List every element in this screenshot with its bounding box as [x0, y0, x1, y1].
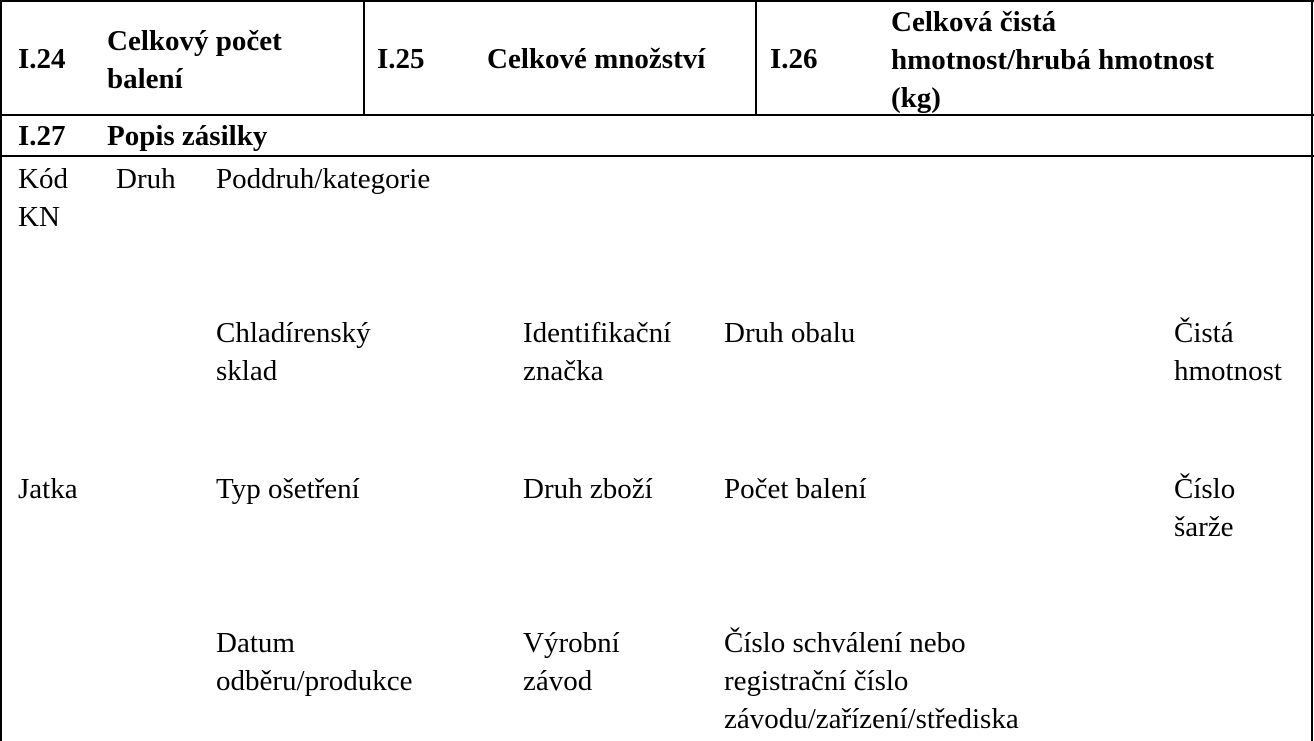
i24-code: I.24 [18, 43, 66, 75]
field-chladirensky-sklad: Chladírenský sklad [216, 317, 371, 387]
left-border [0, 0, 2, 741]
right-border [1311, 0, 1313, 741]
field-cislo-sarze: Číslo šarže [1174, 473, 1236, 543]
i27-title: Popis zásilky [107, 120, 268, 152]
field-druh-obalu: Druh obalu [724, 317, 856, 349]
i25-code: I.25 [377, 43, 425, 75]
i24-label: Celkový počet balení [107, 25, 282, 95]
field-identifikacni-znacka: Identifikační značka [523, 317, 672, 387]
section-title-bottom-border [0, 155, 1314, 157]
i26-code: I.26 [770, 43, 818, 75]
field-pocet-baleni: Počet balení [724, 473, 867, 505]
field-cista-hmotnost: Čistá hmotnost [1174, 317, 1282, 387]
field-jatka: Jatka [18, 473, 78, 505]
header-divider-1 [363, 0, 365, 116]
field-typ-osetreni: Typ ošetření [216, 473, 360, 505]
field-cislo-schvaleni: Číslo schválení nebo registrační číslo závodu/zařízení/střediska [724, 627, 1019, 735]
field-datum-odberu: Datum odběru/produkce [216, 627, 413, 697]
field-poddruh: Poddruh/kategorie [216, 163, 431, 195]
field-druh-zbozi: Druh zboží [523, 473, 653, 505]
field-kod-kn: Kód KN [18, 163, 68, 233]
header-divider-2 [755, 0, 757, 116]
field-vyrobni-zavod: Výrobní závod [523, 627, 620, 697]
top-border [0, 0, 1314, 2]
i27-code: I.27 [18, 120, 66, 152]
i26-label: Celková čistá hmotnost/hrubá hmotnost (kg) [891, 6, 1215, 114]
field-druh: Druh [116, 163, 176, 195]
i25-label: Celkové množství [487, 43, 706, 75]
